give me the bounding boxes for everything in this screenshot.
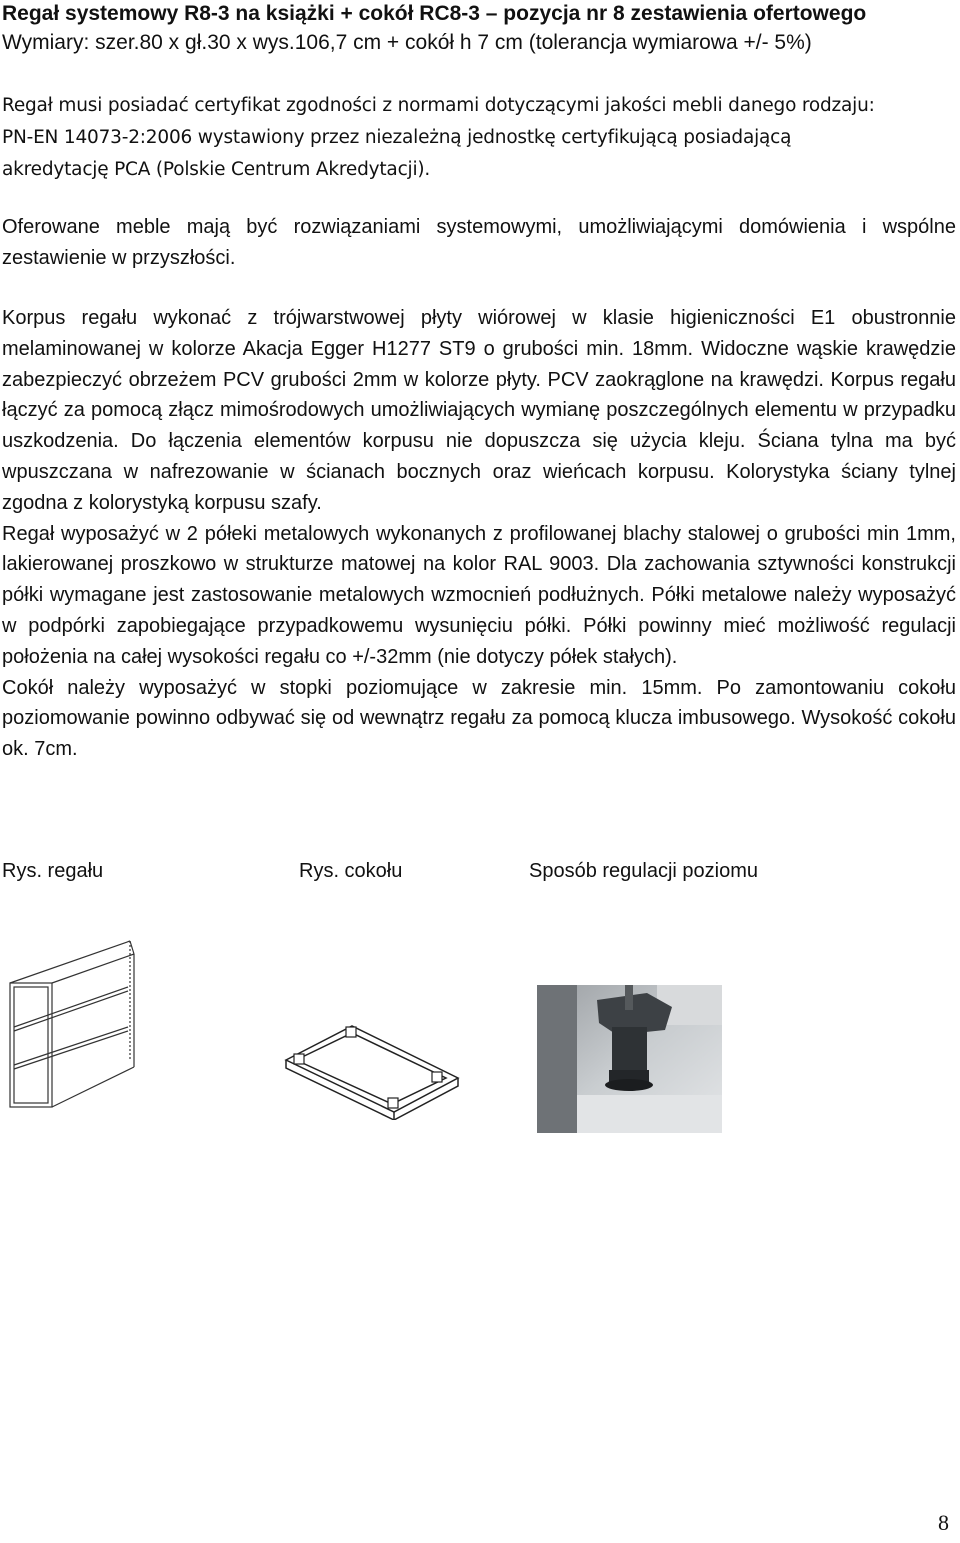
leveling-photo	[537, 985, 722, 1133]
figure-captions	[0, 860, 960, 892]
shelf-drawing	[4, 935, 139, 1115]
certificate-paragraph: Regał musi posiadać certyfikat zgodności z normami dotyczącymi jakości mebli danego rodzaju: PN-EN 14073-2:2006 wystawiony przez niezależną jednostkę certyfikującą posiadającą akredytację PCA (Polskie Centrum Akredytacji).	[2, 95, 875, 180]
caption-shelf: Rys. regału	[2, 860, 104, 882]
plinth-drawing	[282, 1012, 462, 1120]
document-title: Regał systemowy R8-3 na książki + cokół RC8-3 – pozycja nr 8 zestawienia ofertowego	[2, 2, 867, 25]
page-number: 8	[938, 1510, 949, 1535]
specification-block	[2, 303, 956, 765]
caption-plinth: Rys. cokołu	[299, 860, 403, 882]
shelves-paragraph: Regał wyposażyć w 2 półeki metalowych wykonanych z profilowanej blachy stalowej o grubości min 1mm, lakierowanej proszkowo w strukturze matowej na kolor RAL 9003. Dla zachowania sztywności konstrukcji półki wymagane jest zastosowanie metalowych wzmocnień podłużnych. Półki metalowe należy wyposażyć w podpórki zapobiegające przypadkowemu wysunięciu półki. Półki powinny mieć możliwość regulacji położenia na całej wysokości regału co +/-32mm (nie dotyczy półek stałych).	[2, 522, 956, 668]
system-paragraph: Oferowane meble mają być rozwiązaniami systemowymi, umożliwiającymi domówienia i wspólne zestawienie w przyszłości.	[2, 216, 956, 269]
body-paragraph: Korpus regału wykonać z trójwarstwowej płyty wiórowej w klasie higieniczności E1 obustronnie melaminowanej w kolorze Akacja Egger H1277 ST9 o grubości min. 18mm. Widoczne wąskie krawędzie zabezpieczyć obrzeżem PCV grubości 2mm w kolorze płyty. PCV zaokrąglone na krawędzi. Korpus regału łączyć za pomocą złącz mimośrodowych umożliwiających wymianę poszczególnych elementu w przypadku uszkodzenia. Do łączenia elementów korpusu nie dopuszcza się użycia kleju. Ściana tylna ma być wpuszczana w nafrezowanie w ścianach bocznych oraz wieńcach korpusu. Kolorystyka ściany tylnej zgodna z kolorystyką korpusu szafy.	[2, 307, 956, 514]
dimensions-line: Wymiary: szer.80 x gł.30 x wys.106,7 cm + cokół h 7 cm (tolerancja wymiarowa +/- 5%)	[2, 31, 812, 54]
plinth-paragraph: Cokół należy wyposażyć w stopki poziomujące w zakresie min. 15mm. Po zamontowaniu cokołu poziomowanie powinno odbywać się od wewnątrz regału za pomocą klucza imbusowego. Wysokość cokołu ok. 7cm.	[2, 676, 956, 761]
caption-leveling: Sposób regulacji poziomu	[529, 860, 759, 882]
